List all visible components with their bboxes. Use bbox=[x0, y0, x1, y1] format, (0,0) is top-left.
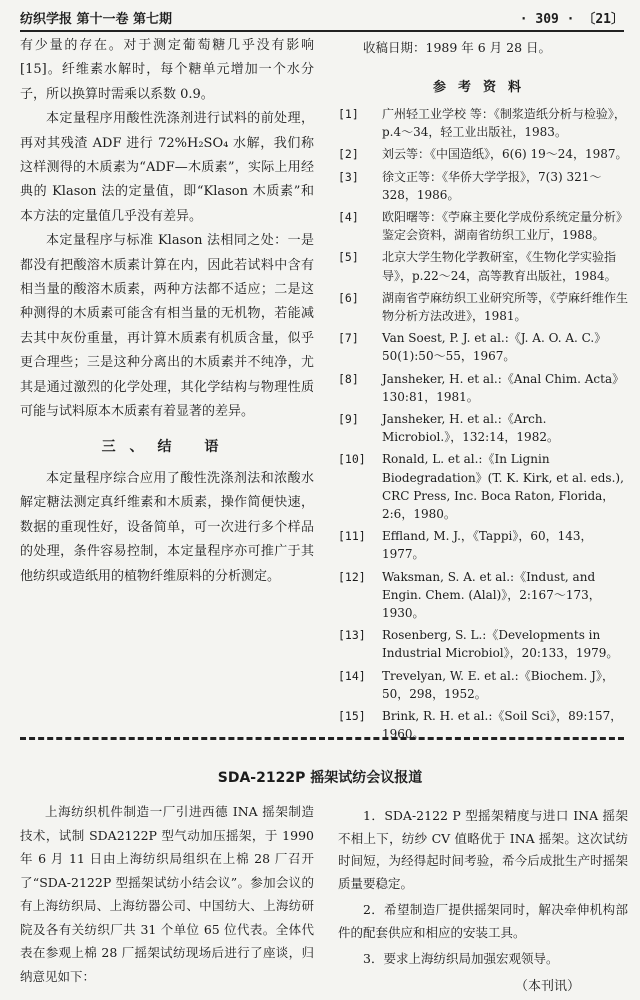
reference-text: Effland, M. J.，《Tappi》，60，143，1977。 bbox=[382, 529, 593, 562]
paragraph: 本定量程序用酸性洗涤剂进行试料的前处理，再对其残渣 ADF 进行 72%H₂SO₄ 水解，我们称这样测得的木质素为“ADF—木质素”，实际上用经典的 Klason 法的定量值，即“Klason 木质素”和本方法的定量值几乎没有差异。 bbox=[20, 111, 314, 224]
reference-item bbox=[338, 168, 628, 204]
reference-text: Jansheker, H. et al.:《Anal Chim. Acta》130:81，1981。 bbox=[382, 371, 625, 404]
reference-text: Rosenberg, S. L.:《Developments in Industrial Microbiol》，20:133，1979。 bbox=[382, 628, 619, 661]
reference-item bbox=[338, 410, 628, 446]
reference-text: Ronald, L. et al.:《In Lignin Biodegradation》(T. K. Kirk, et al. eds.), CRC Press, Inc. Boca Raton, Florida，2:6，1980。 bbox=[382, 452, 624, 522]
paragraph: 本定量程序与标准 Klason 法相同之处：一是都没有把酸溶木质素计算在内，因此若试料中含有相当量的酸溶木质素，两种方法都不适应；二是这种测得的木质素可能含有相当量的无机物，若能减去其中灰份重量，再计算木质素有机质含量，似乎更合理些；三是这种分离出的木质素并不纯净，尤其是通过激烈的化学处理，其化学结构与物理性质可能与试料原本木质素有着显著的差异。 bbox=[20, 233, 314, 420]
reference-list bbox=[338, 105, 628, 744]
page-header bbox=[20, 8, 624, 30]
section-title: 三、结 语 bbox=[101, 438, 233, 455]
notice-body-left bbox=[20, 800, 314, 988]
reference-text: 欧阳曙等：《苧麻主要化学成份系统定量分析》鉴定会资料，湖南省纺织工业厅，1988。 bbox=[382, 210, 629, 243]
reference-item bbox=[338, 289, 628, 325]
reference-text: 刘云等：《中国造纸》，6(6) 19～24，1987。 bbox=[382, 147, 628, 162]
references-column bbox=[338, 38, 628, 748]
reference-text: 广州轻工业学校 等：《制浆造纸分析与检验》，p.4～34，轻工业出版社，1983。 bbox=[382, 107, 626, 140]
notice-title: SDA-2122P 摇架试纺会议报道 bbox=[217, 770, 423, 786]
reference-text: 北京大学生物化学教研室，《生物化学实验指导》，p.22～24，高等教育出版社，1984。 bbox=[382, 250, 617, 283]
notice-signature: （本刊讯） bbox=[514, 979, 580, 994]
notice-point: 2．希望制造厂提供摇架同时，解决牵伸机构部件的配套供应和相应的安装工具。 bbox=[338, 902, 628, 940]
reference-number: [11] bbox=[338, 529, 366, 544]
paragraph: 有少量的存在。对于测定葡萄糖几乎没有影响[15]。纤维素水解时，每个糖单元增加一个水分子，所以换算时需乘以系数 0.9。 bbox=[20, 38, 314, 102]
reference-number: [4] bbox=[338, 210, 359, 225]
reference-item bbox=[338, 626, 628, 662]
reference-number: [5] bbox=[338, 250, 359, 265]
reference-item bbox=[338, 568, 628, 623]
reference-number: [8] bbox=[338, 371, 359, 386]
reference-text: Brink, R. H. et al.:《Soil Sci》，89:157，1960。 bbox=[382, 709, 623, 742]
reference-number: [9] bbox=[338, 412, 359, 427]
reference-number: [12] bbox=[338, 569, 366, 584]
reference-item bbox=[338, 527, 628, 563]
reference-number: [2] bbox=[338, 147, 359, 162]
reference-number: [3] bbox=[338, 169, 359, 184]
reference-item bbox=[338, 370, 628, 406]
reference-text: Jansheker, H. et al.:《Arch. Microbiol.》，132:14，1982。 bbox=[382, 412, 559, 445]
notice-paragraph: 上海纺织机件制造一厂引进西德 INA 摇架制造技术，试制 SDA2122P 型气动加压摇架，于 1990 年 6 月 11 日由上海纺织局组织在上棉 28 厂召开了“SDA-2122P 型摇架试纺小结会议”。参加会议的有上海纺织局、上海纺器公司、中国纺大、上海纺研院及各有关纺织厂共 31 个单位 65 位代表。全体代表在参观上棉 28 厂摇架试纺现场后进行了座谈，归纳意见如下： bbox=[20, 804, 314, 984]
reference-text: Van Soest, P. J. et al.:《J. A. O. A. C.》50(1):50～55，1967。 bbox=[382, 331, 607, 364]
reference-text: 徐文正等：《华侨大学学报》，7(3) 321～328，1986。 bbox=[382, 169, 602, 202]
reference-number: [10] bbox=[338, 452, 366, 467]
section-divider bbox=[20, 737, 624, 740]
reference-number: [13] bbox=[338, 628, 366, 643]
reference-number: [1] bbox=[338, 107, 359, 121]
reference-text: Waksman, S. A. et al.:《Indust, and Engin. Chem. (Alal)》，2:167～173，1930。 bbox=[382, 569, 601, 621]
article-body bbox=[20, 34, 314, 589]
reference-item bbox=[338, 450, 628, 523]
page-number: · 309 · 〔21〕 bbox=[519, 12, 624, 27]
reference-item bbox=[338, 208, 628, 244]
received-date: 收稿日期：1989 年 6 月 28 日。 bbox=[363, 40, 552, 55]
reference-item bbox=[338, 105, 628, 141]
header-rule bbox=[20, 30, 624, 32]
references-title: 参考资料 bbox=[432, 80, 533, 95]
journal-name: 纺织学报 第十一卷 第七期 bbox=[20, 12, 173, 27]
reference-text: 湖南省苧麻纺织工业研究所等，《苧麻纤维作生物分析方法改进》，1981。 bbox=[382, 290, 629, 324]
reference-item bbox=[338, 145, 628, 163]
paragraph: 本定量程序综合应用了酸性洗涤剂法和浓酸水解定糖法测定真纤维素和木质素，操作简便快速，数据的重现性好，设备简单，可一次进行多个样品的处理，条件容易控制，本定量程序亦可推广于其他纺织或造纸用的植物纤维原料的分析测定。 bbox=[20, 470, 314, 584]
reference-number: [7] bbox=[338, 331, 359, 346]
notice-point: 3．要求上海纺织局加强宏观领导。 bbox=[363, 951, 559, 966]
notice-point: 1．SDA-2122 P 型摇架精度与进口 INA 摇架不相上下，纺纱 CV 值略优于 INA 摇架。这次试纺时间短，为经得起时间考验，希今后成批生产时摇架质量要稳定。 bbox=[338, 808, 628, 891]
reference-number: [15] bbox=[338, 709, 366, 724]
reference-item bbox=[338, 329, 628, 365]
reference-item bbox=[338, 667, 628, 703]
notice-body-right bbox=[338, 805, 628, 975]
reference-number: [14] bbox=[338, 668, 366, 683]
reference-text: Trevelyan, W. E. et al.:《Biochem. J》，50，298，1952。 bbox=[382, 668, 614, 701]
reference-item bbox=[338, 248, 628, 284]
reference-number: [6] bbox=[338, 290, 359, 305]
